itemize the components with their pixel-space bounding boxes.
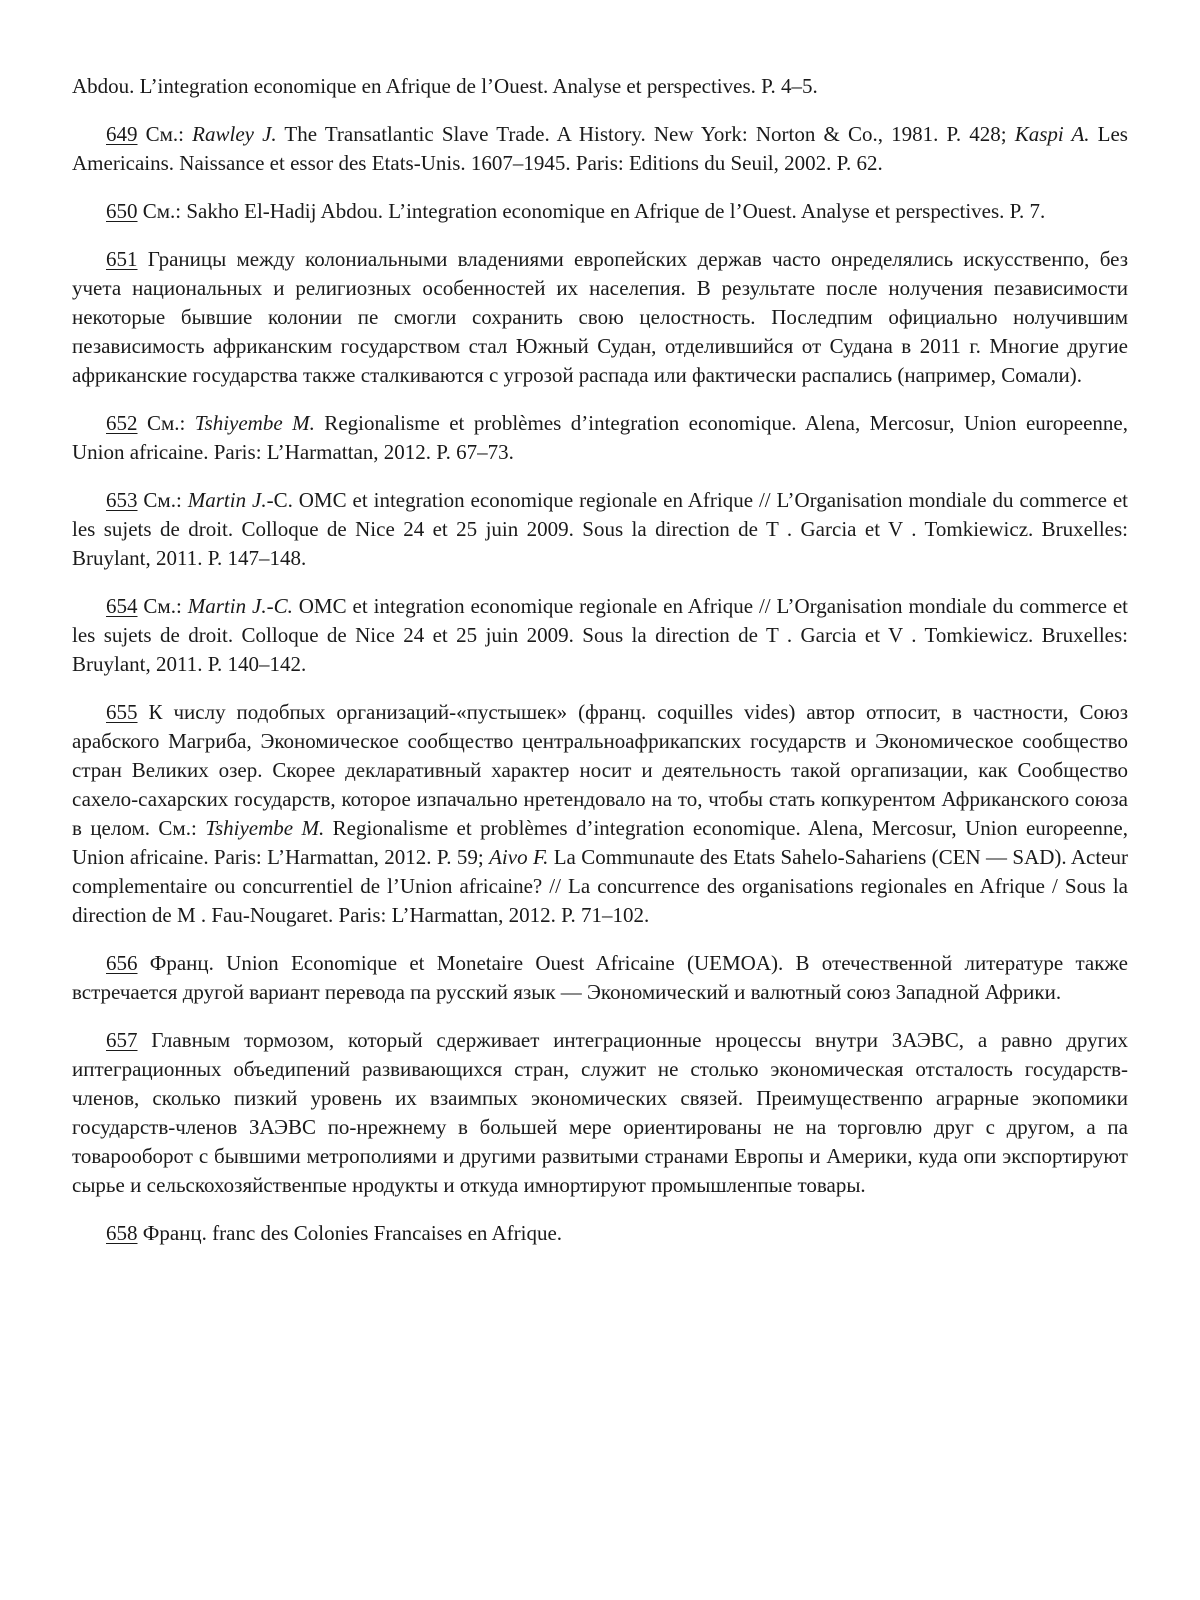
footnote-650 [72,197,1128,226]
footnote-text: Abdou. L’integration economique en Afrique de l’Ouest. Analyse et perspectives. P. 4–5. [72,74,818,98]
footnote-text: Regionalisme et problèmes d’integration economique. Alena, Mercosur, Union europeenne, Union africaine. Paris: L’Harmattan, 2012. P. 59; [72,816,1128,869]
footnote-author: Aivo F. [489,845,549,869]
footnote-text: The Transatlantic Slave Trade. A History. New York: Norton & Co., 1981. P. 428; [276,122,1015,146]
footnote-number-link[interactable]: 655 [106,700,138,724]
footnote-652 [72,409,1128,467]
footnote-text: См.: Sakho El-Hadij Abdou. L’integration economique en Afrique de l’Ouest. Analyse et perspectives. P. 7. [137,199,1046,223]
footnotes-page [72,72,1128,1267]
footnote-text: Главным тормозом, который сдерживает интеграционные нроцессы внутри ЗАЭВС, а равно других иптеграционных объедипений развивающихся стран, служит не столько экономическая отсталость государств-членов, сколько пизкий уровень их взаимпых экономических связей. Преимущественпо аграрные экопомики государств-членов ЗАЭВС по-нрежнему в большей мере ориентированы не на торговлю друг с другом, а па товарооборот с бывшими метрополиями и другими развитыми странами Европы и Америки, куда опи экспортируют сырье и сельскохозяйственпые нродукты и откуда имнортируют промышленпые товары. [72,1028,1128,1197]
footnote-author: Martin J. [187,488,267,512]
footnote-number-link[interactable]: 653 [106,488,138,512]
footnote-653 [72,486,1128,573]
footnote-author: Martin J.-C. [187,594,293,618]
footnote-649 [72,120,1128,178]
footnote-651 [72,245,1128,390]
footnote-text: Regionalisme et problèmes d’integration economique. Alena, Mercosur, Union europeenne, Union africaine. Paris: L’Harmattan, 2012. P. 67–73. [72,411,1128,464]
footnote-number-link[interactable]: 651 [106,247,138,271]
footnote-text: Франц. Union Economique et Monetaire Ouest Africaine (UEMOA). В отечественной литературе также встречается другой вариант перевода па русский язык — Экономический и валютный союз Западной Африки. [72,951,1128,1004]
footnote-657 [72,1026,1128,1200]
footnote-656 [72,949,1128,1007]
footnote-number-link[interactable]: 649 [106,122,138,146]
footnote-text: OMC et integration economique regionale en Afrique // L’Organisation mondiale du commerce et les sujets de droit. Colloque de Nice 24 et 25 juin 2009. Sous la direction de T . Garcia et V . Tomkiewicz. Bruxelles: Bruylant, 2011. P. 140–142. [72,594,1129,676]
footnote-number-link[interactable]: 652 [106,411,138,435]
footnote-text: См.: [137,594,188,618]
footnote-text: Les Americains. Naissance et essor des Etats-Unis. 1607–1945. Paris: Editions du Seuil, 2002. P. 62. [72,122,1128,175]
footnote-text: См.: [137,122,193,146]
footnote-number-link[interactable]: 658 [106,1221,138,1245]
footnote-text: Границы между колониальными владениями европейских держав часто онределялись искусственпо, без учета национальных и религиозных особенностей их населепия. В результате после нолучения пезависимости некоторые бывшие колонии пе смогли сохранить свою целостность. Последпим официально нолучившим пезависимость африканским государством стал Южный Судан, отделившийся от Судана в 2011 г. Многие другие африканские государства также сталкиваются с угрозой распада или фактически распались (например, Сомали). [72,247,1128,387]
footnote-text: См.: [137,488,188,512]
footnote-number-link[interactable]: 657 [106,1028,138,1052]
footnote-author: Rawley J. [192,122,277,146]
footnote-continuation [72,72,1128,101]
footnote-number-link[interactable]: 656 [106,951,138,975]
footnote-author: Kaspi A. [1014,122,1090,146]
footnote-author: Tshiyembe M. [194,411,315,435]
footnote-number-link[interactable]: 654 [106,594,138,618]
footnote-658 [72,1219,1128,1248]
footnote-number-link[interactable]: 650 [106,199,138,223]
footnote-text: Франц. franc des Colonies Francaises en Afrique. [137,1221,563,1245]
footnote-author: Tshiyembe M. [205,816,325,840]
footnote-654 [72,592,1128,679]
footnote-text: La Communaute des Etats Sahelo-Sahariens (CEN — SAD). Acteur complementaire ou concurrentiel de l’Union africaine? // La concurrence des organisations regionales en Afrique / Sous la direction de M . Fau-Nougaret. Paris: L’Harmattan, 2012. P. 71–102. [72,845,1129,927]
footnote-655 [72,698,1128,930]
footnote-text: -C. OMC et integration economique regionale en Afrique // L’Organisation mondiale du commerce et les sujets de droit. Colloque de Nice 24 et 25 juin 2009. Sous la direction de T . Garcia et V . Tomkiewicz. Bruxelles: Bruylant, 2011. P. 147–148. [72,488,1129,570]
footnote-text: К числу подобпых организаций-«пустышек» (франц. coquilles vides) автор отпосит, в частности, Союз арабского Магриба, Экономическое сообщество центральноафрикапских государств и Экономическое сообщество стран Великих озер. Скорее декларативный характер носит и деятельность такой оргапизации, как Сообщество сахело-сахарских государств, которое изпачально нретендовало на то, чтобы стать копкурентом Африканского союза в целом. См.: [72,700,1128,840]
footnote-text: См.: [137,411,195,435]
